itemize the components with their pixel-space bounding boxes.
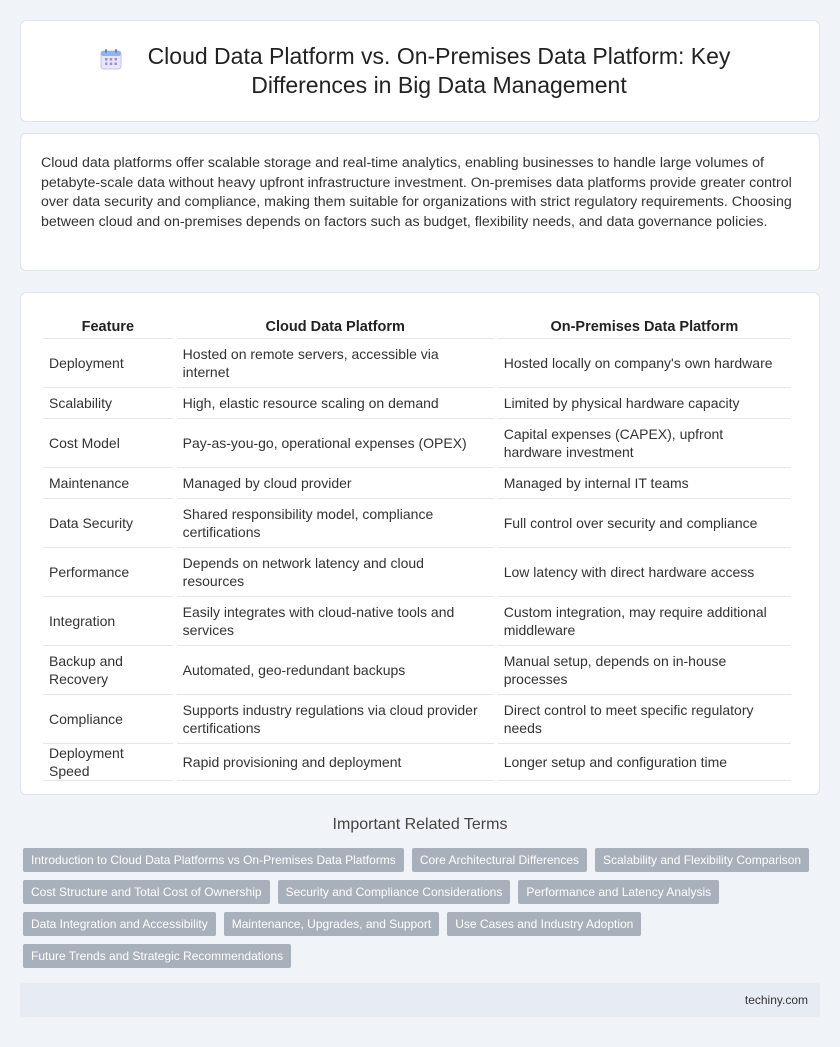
footer — [20, 983, 820, 1017]
feature-cell: Compliance — [43, 695, 173, 744]
cloud-cell: Pay-as-you-go, operational expenses (OPEX) — [177, 419, 494, 468]
related-term-tag[interactable]: Introduction to Cloud Data Platforms vs On-Premises Data Platforms — [23, 848, 404, 872]
feature-cell: Deployment Speed — [43, 744, 173, 781]
onprem-cell: Limited by physical hardware capacity — [498, 388, 791, 419]
table-row — [43, 499, 791, 548]
cloud-cell: Shared responsibility model, compliance certifications — [177, 499, 494, 548]
feature-cell: Maintenance — [43, 468, 173, 499]
comparison-table — [39, 311, 795, 781]
onprem-cell: Low latency with direct hardware access — [498, 548, 791, 597]
onprem-cell: Custom integration, may require additional middleware — [498, 597, 791, 646]
table-row — [43, 419, 791, 468]
related-term-tag[interactable]: Performance and Latency Analysis — [518, 880, 719, 904]
title-card — [20, 20, 820, 122]
related-term-tag[interactable]: Maintenance, Upgrades, and Support — [224, 912, 439, 936]
related-term-tag[interactable]: Use Cases and Industry Adoption — [447, 912, 641, 936]
onprem-cell: Capital expenses (CAPEX), upfront hardware investment — [498, 419, 791, 468]
onprem-cell: Manual setup, depends on in-house processes — [498, 646, 791, 695]
intro-text: Cloud data platforms offer scalable storage and real-time analytics, enabling businesses to handle large volumes of petabyte-scale data without heavy upfront infrastructure investment. On-premises data platforms provide greater control over data security and compliance, making them suitable for organizations with strict regulatory requirements. Choosing between cloud and on-premises depends on factors such as budget, flexibility needs, and data governance policies. — [41, 155, 792, 230]
related-term-tag[interactable]: Scalability and Flexibility Comparison — [595, 848, 809, 872]
footer-site[interactable]: techiny.com — [744, 993, 808, 1007]
onprem-cell: Longer setup and configuration time — [498, 744, 791, 781]
cloud-cell: Supports industry regulations via cloud provider certifications — [177, 695, 494, 744]
onprem-cell: Hosted locally on company's own hardware — [498, 339, 791, 388]
feature-cell: Cost Model — [43, 419, 173, 468]
onprem-cell: Full control over security and compliance — [498, 499, 791, 548]
related-term-tag[interactable]: Cost Structure and Total Cost of Ownership — [23, 880, 270, 904]
table-row — [43, 388, 791, 419]
table-row — [43, 646, 791, 695]
header-cloud: Cloud Data Platform — [177, 311, 494, 339]
table-row — [43, 744, 791, 781]
table-header-row — [43, 311, 791, 339]
table-row — [43, 548, 791, 597]
feature-cell: Performance — [43, 548, 173, 597]
feature-cell: Backup and Recovery — [43, 646, 173, 695]
intro-card — [20, 133, 820, 271]
feature-cell: Data Security — [43, 499, 173, 548]
cloud-cell: Managed by cloud provider — [177, 468, 494, 499]
onprem-cell: Direct control to meet specific regulatory needs — [498, 695, 791, 744]
calendar-icon — [100, 48, 122, 70]
related-term-tag[interactable]: Future Trends and Strategic Recommendations — [23, 944, 291, 968]
cloud-cell: Rapid provisioning and deployment — [177, 744, 494, 781]
related-term-tag[interactable]: Core Architectural Differences — [412, 848, 587, 872]
table-row — [43, 695, 791, 744]
header-feature: Feature — [43, 311, 173, 339]
table-row — [43, 339, 791, 388]
header-onprem: On-Premises Data Platform — [498, 311, 791, 339]
cloud-cell: Easily integrates with cloud-native tools and services — [177, 597, 494, 646]
comparison-table-card — [20, 292, 820, 795]
table-row — [43, 468, 791, 499]
cloud-cell: Hosted on remote servers, accessible via internet — [177, 339, 494, 388]
related-terms-title: Important Related Terms — [332, 816, 508, 833]
cloud-cell: Depends on network latency and cloud resources — [177, 548, 494, 597]
feature-cell: Deployment — [43, 339, 173, 388]
table-row — [43, 597, 791, 646]
feature-cell: Integration — [43, 597, 173, 646]
cloud-cell: High, elastic resource scaling on demand — [177, 388, 494, 419]
related-term-tag[interactable]: Data Integration and Accessibility — [23, 912, 216, 936]
feature-cell: Scalability — [43, 388, 173, 419]
related-term-tag[interactable]: Security and Compliance Considerations — [278, 880, 511, 904]
related-terms-tags — [23, 848, 823, 968]
page-title: Cloud Data Platform vs. On-Premises Data Platform: Key Differences in Big Data Management — [147, 43, 731, 98]
onprem-cell: Managed by internal IT teams — [498, 468, 791, 499]
cloud-cell: Automated, geo-redundant backups — [177, 646, 494, 695]
